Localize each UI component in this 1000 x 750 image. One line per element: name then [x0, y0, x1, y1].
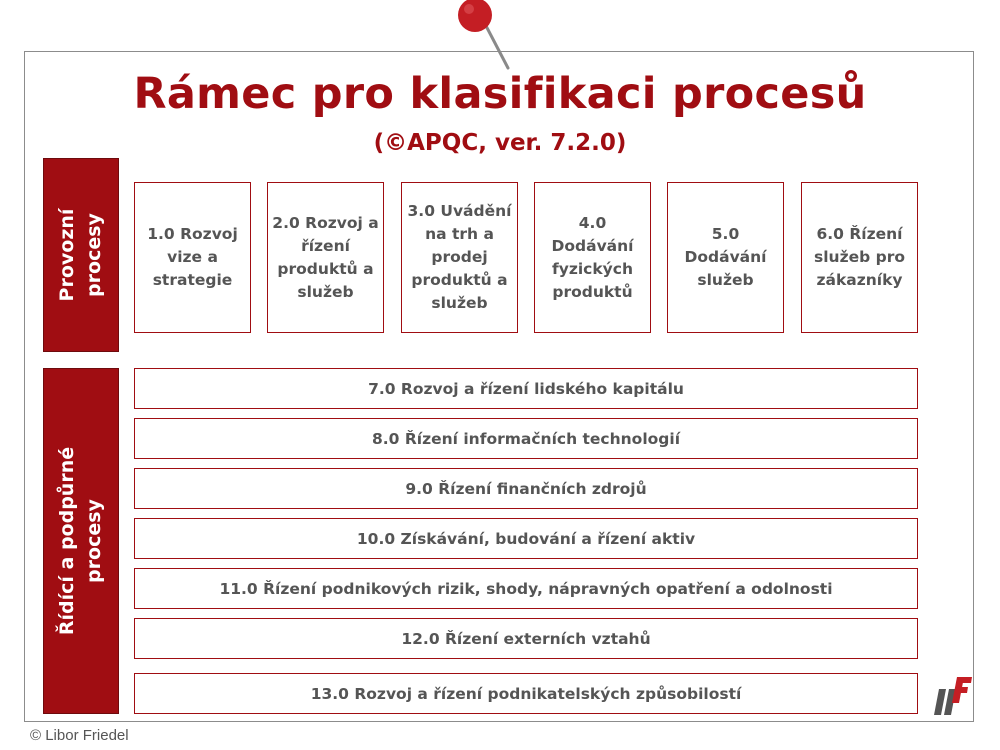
- process-bar-12: 12.0 Řízení externích vztahů: [134, 618, 918, 659]
- process-bar-11: 11.0 Řízení podnikových rizik, shody, nápravných opatření a odolnosti: [134, 568, 918, 609]
- process-box-4: 4.0 Dodávání fyzických produktů: [534, 182, 651, 333]
- process-bar-13: 13.0 Rozvoj a řízení podnikatelských způsobilostí: [134, 673, 918, 714]
- operating-label-line2: procesy: [83, 213, 105, 297]
- management-label-line2: procesy: [83, 499, 105, 583]
- process-box-1: 1.0 Rozvoj vize a strategie: [134, 182, 251, 333]
- process-bar-7: 7.0 Rozvoj a řízení lidského kapitálu: [134, 368, 918, 409]
- operating-processes-label: [43, 158, 119, 352]
- lf-logo-icon: [933, 675, 973, 717]
- process-bar-9: 9.0 Řízení finančních zdrojů: [134, 468, 918, 509]
- page-subtitle: (©APQC, ver. 7.2.0): [373, 130, 627, 156]
- copyright-text: © Libor Friedel: [30, 727, 129, 744]
- management-processes-label: [43, 368, 119, 714]
- operating-label-line1: Provozní: [56, 208, 78, 302]
- management-label-line1: Řídící a podpůrné: [56, 446, 78, 636]
- process-box-2: 2.0 Rozvoj a řízení produktů a služeb: [267, 182, 384, 333]
- process-box-3: 3.0 Uvádění na trh a prodej produktů a služeb: [401, 182, 518, 333]
- process-bar-8: 8.0 Řízení informačních technologií: [134, 418, 918, 459]
- process-box-5: 5.0 Dodávání služeb: [667, 182, 784, 333]
- page-title: Rámec pro klasifikaci procesů: [133, 69, 867, 119]
- process-box-6: 6.0 Řízení služeb pro zákazníky: [801, 182, 918, 333]
- process-bar-10: 10.0 Získávání, budování a řízení aktiv: [134, 518, 918, 559]
